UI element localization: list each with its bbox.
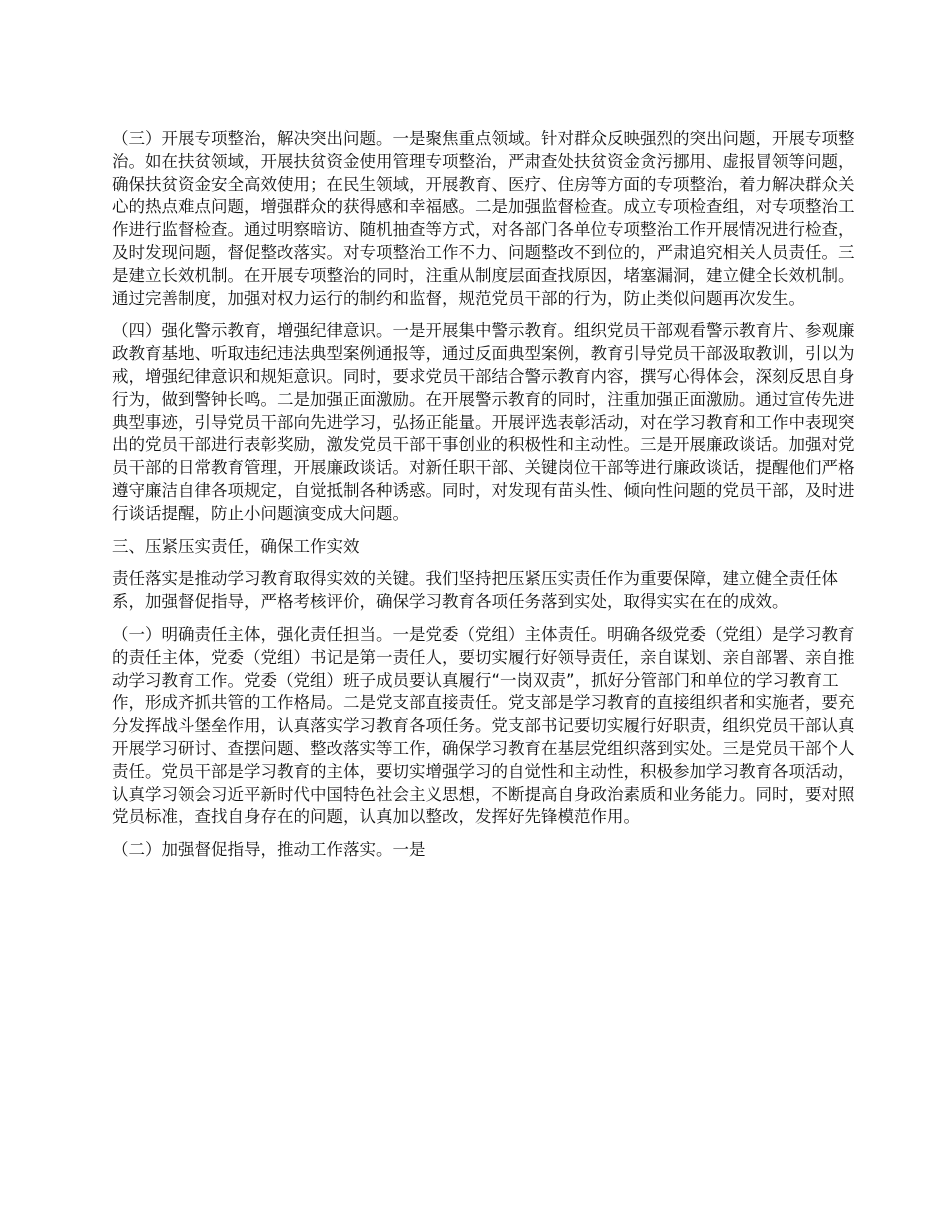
paragraph-responsibility-intro: 责任落实是推动学习教育取得实效的关键。我们坚持把压紧压实责任作为重要保障，建立健全责任体系，加强督促指导，严格考核评价，确保学习教育各项任务落到实处，取得实实在在的成效。 — [112, 569, 838, 612]
paragraph-special-rectification: （三）开展专项整治，解决突出问题。一是聚焦重点领域。针对群众反映强烈的突出问题，开展专项整治。如在扶贫领域，开展扶贫资金使用管理专项整治，严肃查处扶贫资金贪污挪用、虚报冒领等问题，确保扶贫资金安全高效使用；在民生领域，开展教育、医疗、住房等方面的专项整治，着力解决群众关心的热点难点问题，增强群众的获得感和幸福感。二是加强监督检查。成立专项检查组，对专项整治工作进行监督检查。通过明察暗访、随机抽查等方式，对各部门各单位专项整治工作开展情况进行检查，及时发现问题，督促整改落实。对专项整治工作不力、问题整改不到位的，严肃追究相关人员责任。三是建立长效机制。在开展专项整治的同时，注重从制度层面查找原因，堵塞漏洞，建立健全长效机制。通过完善制度，加强对权力运行的制约和监督，规范党员干部的行为，防止类似问题再次发生。 — [112, 129, 855, 308]
paragraph-responsibility-subjects: （一）明确责任主体，强化责任担当。一是党委（党组）主体责任。明确各级党委（党组）是学习教育的责任主体，党委（党组）书记是第一责任人，要切实履行好领导责任，亲自谋划、亲自部署、亲自推动学习教育工作。党委（党组）班子成员要认真履行“一岗双责”，抓好分管部门和单位的学习教育工作，形成齐抓共管的工作格局。二是党支部直接责任。党支部是学习教育的直接组织者和实施者，要充分发挥战斗堡垒作用，认真落实学习教育各项任务。党支部书记要切实履行好职责，组织党员干部认真开展学习研讨、查摆问题、整改落实等工作，确保学习教育在基层党组织落到实处。三是党员干部个人责任。党员干部是学习教育的主体，要切实增强学习的自觉性和主动性，积极参加学习教育各项活动，认真学习领会习近平新时代中国特色社会主义思想，不断提高自身政治素质和业务能力。同时，要对照党员标准，查找自身存在的问题，认真加以整改，发挥好先锋模范作用。 — [112, 624, 855, 827]
paragraph-supervision-guidance: （二）加强督促指导，推动工作落实。一是 — [112, 840, 426, 860]
paragraph-warning-education: （四）强化警示教育，增强纪律意识。一是开展集中警示教育。组织党员干部观看警示教育片、参观廉政教育基地、听取违纪违法典型案例通报等，通过反面典型案例，教育引导党员干部汲取教训，引以为戒，增强纪律意识和规矩意识。同时，要求党员干部结合警示教育内容，撰写心得体会，深刻反思自身行为，做到警钟长鸣。二是加强正面激励。在开展警示教育的同时，注重加强正面激励。通过宣传先进典型事迹，引导党员干部向先进学习，弘扬正能量。开展评选表彰活动，对在学习教育和工作中表现突出的党员干部进行表彰奖励，激发党员干部干事创业的积极性和主动性。三是开展廉政谈话。加强对党员干部的日常教育管理，开展廉政谈话。对新任职干部、关键岗位干部等进行廉政谈话，提醒他们严格遵守廉洁自律各项规定，自觉抵制各种诱惑。同时，对发现有苗头性、倾向性问题的党员干部，及时进行谈话提醒，防止小问题演变成大问题。 — [112, 321, 855, 523]
document-body — [112, 128, 856, 872]
section-heading-responsibility: 三、压紧压实责任，确保工作实效 — [112, 536, 360, 556]
